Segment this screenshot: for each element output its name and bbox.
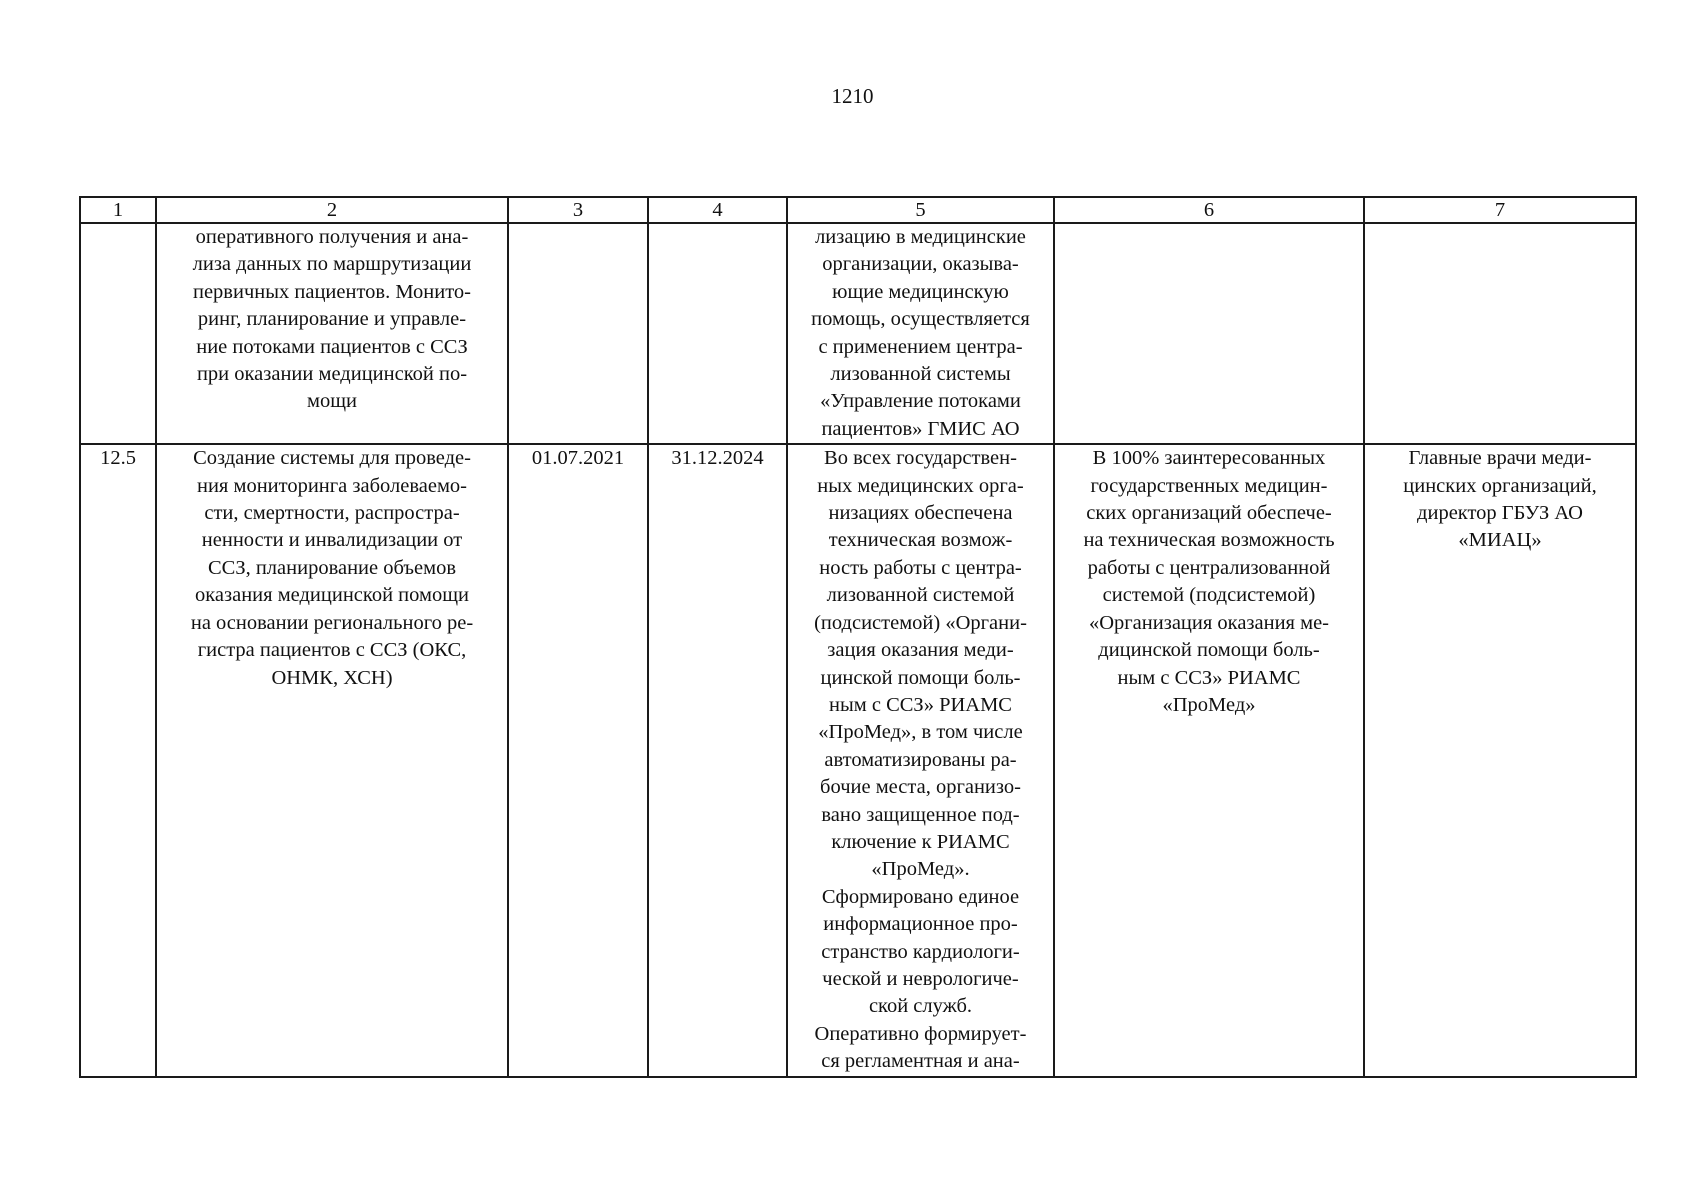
column-header-6: 6 xyxy=(1054,197,1364,223)
result-cell: лизацию в медицинские организации, оказыва- ющие медицинскую помощь, осуществляется с применением центра- лизованной системы «Управление потоками пациентов» ГМИС АО xyxy=(787,223,1054,444)
column-header-7: 7 xyxy=(1364,197,1636,223)
result-cell: Во всех государствен- ных медицинских орга- низациях обеспечена техническая возмож- ность работы с центра- лизованной системой (подсистемой) «Органи- зация оказания меди- цинской помощи боль- ным с ССЗ» РИАМС «ПроМед», в том числе автоматизированы ра- бочие места, организо- вано защищенное под- ключение к РИАМС «ПроМед». Сформировано единое информационное про- странство кардиологи- ческой и неврологиче- ской служб. Оперативно формирует- ся регламентная и ана- xyxy=(787,444,1054,1076)
end-date-cell xyxy=(648,223,787,444)
page-number: 1210 xyxy=(831,84,874,108)
row-number-cell xyxy=(80,223,156,444)
row-number-cell: 12.5 xyxy=(80,444,156,1076)
column-header-3: 3 xyxy=(508,197,648,223)
description-cell: оперативного получения и ана- лиза данных по маршрутизации первичных пациентов. Монито- ринг, планирование и управле- ние потоками пациентов с ССЗ при оказании медицинской по- мощи xyxy=(156,223,508,444)
end-date-cell: 31.12.2024 xyxy=(648,444,787,1076)
start-date-cell: 01.07.2021 xyxy=(508,444,648,1076)
description-cell: Создание системы для проведе- ния мониторинга заболеваемо- сти, смертности, распростра- ненности и инвалидизации от ССЗ, планирование объемов оказания медицинской помощи на основании регионального ре- гистра пациентов с ССЗ (ОКС, ОНМК, ХСН) xyxy=(156,444,508,1076)
table-row xyxy=(80,444,1636,1076)
column-header-1: 1 xyxy=(80,197,156,223)
responsible-cell: Главные врачи меди- цинских организаций, директор ГБУЗ АО «МИАЦ» xyxy=(1364,444,1636,1076)
column-header-4: 4 xyxy=(648,197,787,223)
table-header-row xyxy=(80,197,1636,223)
column-header-5: 5 xyxy=(787,197,1054,223)
indicator-cell: В 100% заинтересованных государственных медицин- ских организаций обеспече- на техническая возможность работы с централизованной системой (подсистемой) «Организация оказания ме- дицинской помощи боль- ным с ССЗ» РИАМС «ПроМед» xyxy=(1054,444,1364,1076)
responsible-cell xyxy=(1364,223,1636,444)
indicator-cell xyxy=(1054,223,1364,444)
document-table xyxy=(79,196,1637,1078)
column-header-2: 2 xyxy=(156,197,508,223)
table-row xyxy=(80,223,1636,444)
start-date-cell xyxy=(508,223,648,444)
